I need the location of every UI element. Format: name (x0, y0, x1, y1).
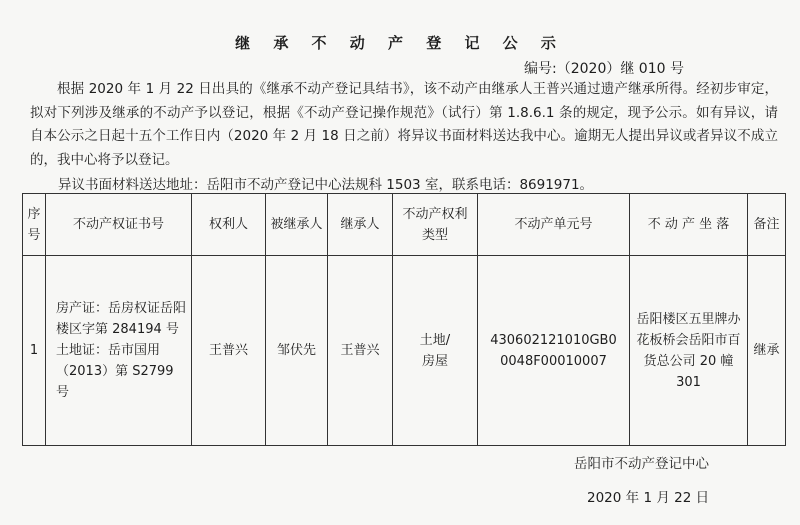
header-location: 不 动 产 坐 落 (630, 194, 748, 256)
document-number: 编号:（2020）继 010 号 (524, 61, 684, 77)
cell-unit-no: 430602121010GB0 0048F00010007 (478, 256, 630, 446)
header-seq: 序号 (23, 194, 46, 256)
cell-right-type: 土地/ 房屋 (393, 256, 478, 446)
registration-table (22, 193, 786, 446)
cell-cert-no: 房产证：岳房权证岳阳楼区字第 284194 号 土地证：岳市国用（2013）第 S2799 号 (46, 256, 192, 446)
header-heir: 继承人 (328, 194, 393, 256)
header-owner: 权利人 (192, 194, 266, 256)
header-remark: 备注 (748, 194, 786, 256)
cell-seq: 1 (23, 256, 46, 446)
objection-address: 异议书面材料送达地址：岳阳市不动产登记中心法规科 1503 室，联系电话：8691971。 (58, 177, 594, 193)
cell-owner: 王普兴 (192, 256, 266, 446)
notice-title: 继 承 不 动 产 登 记 公 示 (235, 34, 565, 52)
intro-section (30, 78, 778, 172)
cell-remark: 继承 (748, 256, 786, 446)
cell-heir: 王普兴 (328, 256, 393, 446)
header-deceased: 被继承人 (266, 194, 328, 256)
cell-location: 岳阳楼区五里牌办花板桥会岳阳市百货总公司 20 幢 301 (630, 256, 748, 446)
table-row (23, 256, 786, 446)
table-header-row (23, 194, 786, 256)
header-right-type: 不动产权利类型 (393, 194, 478, 256)
cell-deceased: 邹伏先 (266, 256, 328, 446)
issue-date: 2020 年 1 月 22 日 (587, 490, 710, 506)
issuing-organization: 岳阳市不动产登记中心 (574, 456, 709, 472)
header-cert-no: 不动产权证书号 (46, 194, 192, 256)
header-unit-no: 不动产单元号 (478, 194, 630, 256)
intro-paragraph: 根据 2020 年 1 月 22 日出具的《继承不动产登记具结书》，该不动产由继承人王普兴通过遗产继承所得。经初步审定， 拟对下列涉及继承的不动产予以登记，根据《不动产登记操作规范》（试行）第 1.8.6.1 条的规定，现予公示。如有异议，请自本公示之日起十五个工作日内（2020 年 2 月 18 日之前）将异议书面材料送达我中心。逾期无人提出异议或者异议不成立的，我中心将予以登记。 (30, 81, 778, 168)
